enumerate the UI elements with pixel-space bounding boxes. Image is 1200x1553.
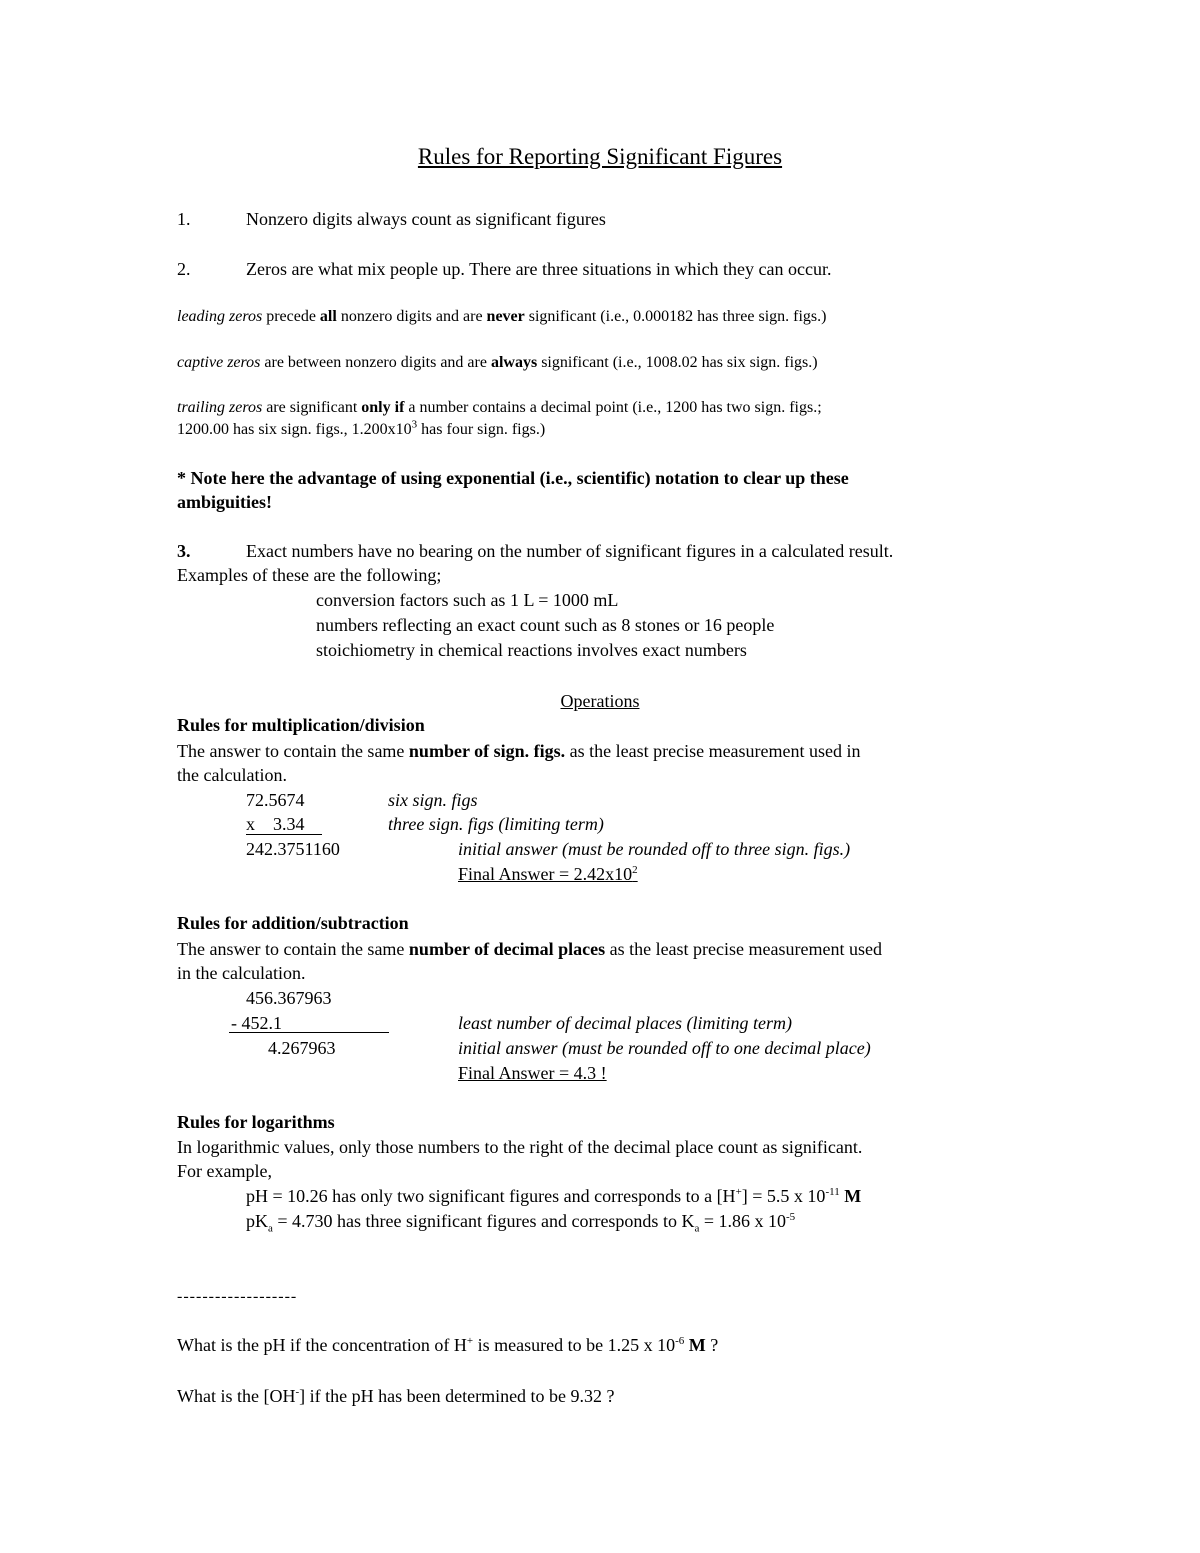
exact-example-1: conversion factors such as 1 L = 1000 mL [316, 590, 619, 610]
add-heading: Rules for addition/subtraction [177, 913, 409, 933]
mult-rule-line-2: the calculation. [177, 765, 287, 785]
mult-operand-1-note: six sign. figs [388, 790, 478, 810]
captive-zeros-term: captive zeros [177, 354, 261, 371]
rule-2-text: Zeros are what mix people up. There are three situations in which they can occur. [246, 259, 832, 279]
add-underline [229, 1032, 389, 1033]
leading-zeros-term: leading zeros [177, 308, 263, 325]
trailing-zeros-line-2: 1200.00 has six sign. figs., $1.200x10^3$ has four sign. figs.) [177, 418, 546, 438]
rule-3-text: Exact numbers have no bearing on the number of significant figures in a calculated result. [246, 541, 894, 561]
add-result-note: initial answer (must be rounded off to one decimal place) [458, 1038, 871, 1058]
mult-result: 242.3751160 [246, 839, 340, 859]
exact-example-2: numbers reflecting an exact count such as 8 stones or 16 people [316, 615, 775, 635]
log-example-pka: $pK_a = 4.730$ has three significant figures and corresponds to $K_a = 1.86$ x $10^{-5}$ [246, 1211, 796, 1235]
note-line-2: ambiguities! [177, 492, 273, 512]
mult-operand-1: 72.5674 [246, 790, 305, 810]
exact-example-3: stoichiometry in chemical reactions involves exact numbers [316, 640, 747, 660]
mult-result-note: initial answer (must be rounded off to three sign. figs.) [458, 839, 851, 859]
add-operand-2: - 452.1 [231, 1013, 282, 1033]
page-title: Rules for Reporting Significant Figures [417, 144, 783, 169]
rule-3-line-2: Examples of these are the following; [177, 565, 442, 585]
leading-zeros-line: leading zeros precede all nonzero digits and are never significant (i.e., 0.000182 has three sign. figs.) [177, 308, 827, 325]
rule-1-text: Nonzero digits always count as significant figures [246, 209, 606, 229]
log-rule-line-1: In logarithmic values, only those numbers to the right of the decimal place count as significant. [177, 1137, 863, 1157]
note-line-1: * Note here the advantage of using exponential (i.e., scientific) notation to clear up these [177, 468, 849, 488]
mult-operand-2: x 3.34 [246, 814, 305, 834]
operations-heading: Operations [560, 691, 640, 711]
mult-underline [246, 834, 322, 835]
log-heading: Rules for logarithms [177, 1112, 335, 1132]
rule-2-number: 2. [177, 259, 191, 279]
add-result: 4.267963 [268, 1038, 336, 1058]
mult-rule-line-1: The answer to contain the same number of sign. figs. as the least precise measurement used in [177, 741, 861, 761]
question-2: What is the [OH-] if the pH has been determined to be 9.32 ? [177, 1386, 615, 1406]
rule-1-number: 1. [177, 209, 191, 229]
add-final-answer: Final Answer = 4.3 ! [458, 1063, 607, 1083]
add-operand-1: 456.367963 [246, 988, 332, 1008]
captive-zeros-line: captive zeros are between nonzero digits and are always significant (i.e., 1008.02 has six sign. figs.) [177, 354, 818, 371]
question-1: What is the pH if the concentration of H+ is measured to be 1.25 x $10^{-6}$ M ? [177, 1335, 719, 1355]
log-rule-line-2: For example, [177, 1161, 272, 1181]
trailing-zeros-term: trailing zeros [177, 399, 263, 416]
add-rule-line-2: in the calculation. [177, 963, 306, 983]
mult-final-answer: Final Answer = $2.42x10^2$ [458, 864, 638, 884]
mult-heading: Rules for multiplication/division [177, 715, 425, 735]
rule-3-number: 3. [177, 541, 191, 561]
log-example-ph: pH = 10.26 has only two significant figures and corresponds to a [H+] = 5.5 x $10^{-11}$ M [246, 1186, 862, 1206]
trailing-zeros-line-1: trailing zeros are significant only if a number contains a decimal point (i.e., 1200 has two sign. figs.; [177, 399, 822, 416]
dashed-divider: ------------------- [177, 1288, 298, 1305]
add-operand-2-note: least number of decimal places (limiting term) [458, 1013, 792, 1033]
mult-operand-2-note: three sign. figs (limiting term) [388, 814, 604, 834]
add-rule-line-1: The answer to contain the same number of decimal places as the least precise measurement used [177, 939, 882, 959]
